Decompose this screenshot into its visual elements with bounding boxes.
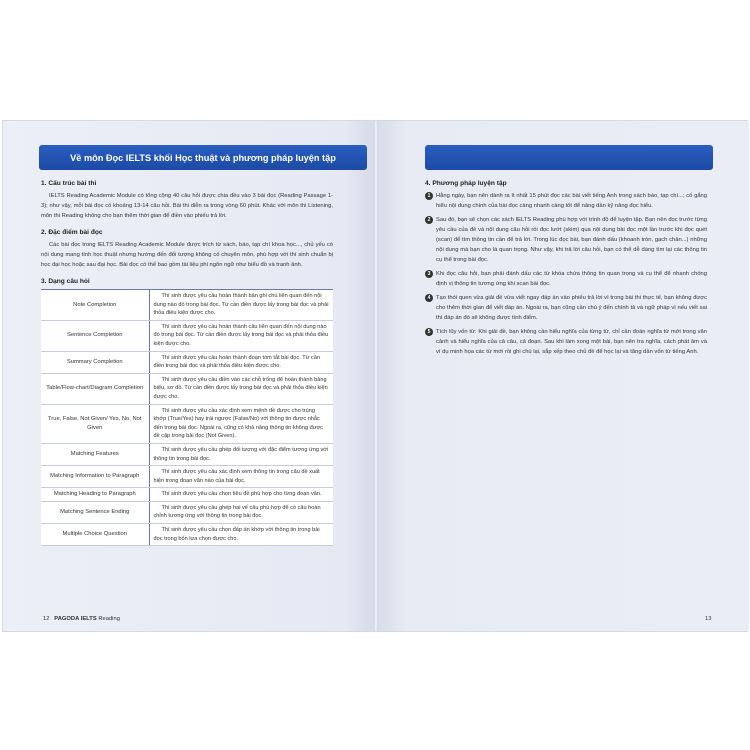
table-row [41, 488, 333, 502]
book-spread [2, 120, 748, 632]
question-type-description: Thí sinh được yêu cầu ghép đối tượng với đặc điểm tương ứng với thông tin trong bài đọc. [149, 443, 333, 465]
number-badge-icon: 5 [425, 328, 433, 336]
number-badge-icon: 2 [425, 216, 433, 224]
question-type-description: Thí sinh được yêu cầu xác định xem thông tin trong câu đề xuất hiện trong đoạn văn nào của bài đọc. [149, 466, 333, 488]
question-type-name: Matching Information to Paragraph [41, 466, 149, 488]
page-number: 12 [43, 616, 50, 622]
question-type-name: Sentence Completion [41, 320, 149, 351]
question-type-name: Multiple Choice Question [41, 524, 149, 546]
question-type-name: Table/Flow-chart/Diagram Completion [41, 373, 149, 404]
number-badge-icon: 3 [425, 270, 433, 278]
question-types-table [41, 289, 333, 546]
left-page [3, 121, 375, 631]
section-2-title: 2. Đặc điểm bài đọc [41, 229, 103, 236]
question-type-name: Matching Heading to Paragraph [41, 488, 149, 502]
number-badge-icon: 1 [425, 192, 433, 200]
practice-item-text: Khi đọc câu hỏi, bạn phải đánh dấu các từ khóa chứa thông tin quan trọng và cụ thể để nhanh chóng định vị thông tin tương ứng khi scan bài đọc. [436, 271, 707, 287]
practice-item [425, 191, 707, 211]
footer-title: Reading [98, 616, 120, 622]
table-row [41, 351, 333, 373]
section-4-title: 4. Phương pháp luyện tập [425, 180, 507, 187]
question-type-description: Thí sinh được yêu cầu hoàn thành bản ghi chú liên quan đến nội dung nào đó trong bài đọc. Từ cần điền được lấy trong bài đọc và phải thỏa điều kiện được cho. [149, 290, 333, 321]
table-row [41, 290, 333, 321]
practice-item [425, 293, 707, 323]
question-type-description: Thí sinh được yêu cầu xác định xem mệnh đề được cho trùng khớp (True/Yes) hay trái ngược (False/No) với thông tin được nhắc đến trong bài đọc. Ngoài ra, cũng có khả năng thông tin không được đề cập trong bài đọc (Not Given). [149, 404, 333, 443]
question-type-description: Thí sinh được yêu cầu chọn đáp án khớp với thông tin trong bài đọc trong bốn lựa chọn được cho. [149, 524, 333, 546]
practice-item [425, 269, 707, 289]
section-banner: Về môn Đọc IELTS khối Học thuật và phương pháp luyện tập [39, 145, 367, 170]
practice-item-text: Hằng ngày, bạn nên dành ra ít nhất 15 phút đọc các bài viết tiếng Anh trong sách báo, tạp chí...; cố gắng hiểu nội dung chính của bài đọc càng nhanh càng tốt để nâng dần kỹ năng đọc hiểu. [436, 193, 707, 209]
section-1-text: IELTS Reading Academic Module có tổng cộng 40 câu hỏi được chia đều vào 3 bài đọc (Reading Passage 1-3); như vậy, mỗi bài đọc có khoảng 13-14 câu hỏi. Bài thi diễn ra trong vòng 60 phút. Khác với môn thi Listening, môn thi Reading không cho bạn thêm thời gian để điền vào phiếu trả lời. [41, 193, 333, 219]
question-type-description: Thí sinh được yêu cầu hoàn thành câu liên quan đến nội dung nào đó trong bài đọc. Từ cần điền được lấy trong bài đọc và phải thỏa điều kiện được cho. [149, 320, 333, 351]
table-row [41, 320, 333, 351]
section-banner-blank [425, 145, 713, 170]
right-page [377, 121, 749, 631]
section-3-title: 3. Dạng câu hỏi [41, 278, 90, 285]
right-page-content [425, 179, 707, 361]
practice-item [425, 215, 707, 265]
practice-item-text: Sau đó, bạn sẽ chọn các sách IELTS Reading phù hợp với trình độ để luyện tập. Bạn nên đọc trước từng yêu cầu của đề và nội dung câu hỏi rồi đọc lướt (skim) qua nội dung bài đọc một lần trước khi đọc quét (scan) để tìm thông tin cần để trả lời. Trong lúc đọc bài, bạn đánh dấu (khoanh tròn, gạch chân...) những nội dung mà bạn cho là quan trọng. Như vậy, khi trả lời câu hỏi, bạn có thể dễ dàng tìm lại các thông tin cụ thể trong bài đọc. [436, 217, 707, 263]
question-type-description: Thí sinh được yêu cầu điền vào các chỗ trống để hoàn thành bảng biểu, sơ đồ. Từ cần điền được lấy trong bài đọc và phải thỏa điều kiện được cho. [149, 373, 333, 404]
question-type-name: Summary Completion [41, 351, 149, 373]
footer-brand: PAGODA IELTS [54, 616, 97, 622]
question-type-description: Thí sinh được yêu cầu chọn tiêu đề phù hợp cho từng đoạn văn. [149, 488, 333, 502]
practice-item-text: Tạo thói quen vừa giải đề vừa viết ngay đáp án vào phiếu trả lời vì trong bài thi thực tế, bạn không được cho thêm thời gian để viết đáp án. Ngoài ra, bạn cũng cần chú ý đến chính tả và ngữ pháp vì nếu viết sai thì đáp án đó sẽ không được tính điểm. [436, 295, 707, 321]
question-type-description: Thí sinh được yêu cầu ghép hai vế câu phù hợp để có câu hoàn chỉnh tương ứng với thông tin trong bài đọc. [149, 501, 333, 523]
table-row [41, 501, 333, 523]
practice-item [425, 327, 707, 357]
table-row [41, 466, 333, 488]
question-type-name: True, False, Not Given/ Yes, No, Not Given [41, 404, 149, 443]
question-type-name: Note Completion [41, 290, 149, 321]
table-row [41, 373, 333, 404]
practice-item-text: Tích lũy vốn từ: Khi giải đề, bạn không cần hiểu nghĩa của từng từ, chỉ cần đoán nghĩa từ mới trong văn cảnh và hiểu nghĩa của cả câu, cả đoạn. Sau khi làm xong một bài, bạn nên tra nghĩa, cách phát âm và ví dụ minh họa các từ mới rồi ghi chú lại, sắp xếp theo chủ đề để học lại và tăng dần vốn từ tiếng Anh. [436, 329, 707, 355]
question-type-description: Thí sinh được yêu cầu hoàn thành đoạn tóm tắt bài đọc. Từ cần điền trong bài đọc và phải thỏa điều kiện được cho. [149, 351, 333, 373]
section-2-text: Các bài đọc trong IELTS Reading Academic Module được trích từ sách, báo, tạp chí khoa học..., chủ yếu có nội dung mang tính học thuật nhưng hướng đến đối tượng không có chuyên môn, phù hợp với thí sinh chuẩn bị học đại học hoặc sau đại học. Bài đọc có thể bao gồm tài liệu phi ngôn ngữ như biểu đồ và tranh ảnh. [41, 242, 333, 268]
left-page-content [41, 179, 333, 546]
table-row [41, 524, 333, 546]
question-type-name: Matching Sentence Ending [41, 501, 149, 523]
page-number: 13 [705, 616, 712, 622]
table-row [41, 443, 333, 465]
number-badge-icon: 4 [425, 294, 433, 302]
section-1-title: 1. Cấu trúc bài thi [41, 180, 97, 187]
page-footer [43, 615, 120, 623]
question-type-name: Matching Features [41, 443, 149, 465]
table-row [41, 404, 333, 443]
